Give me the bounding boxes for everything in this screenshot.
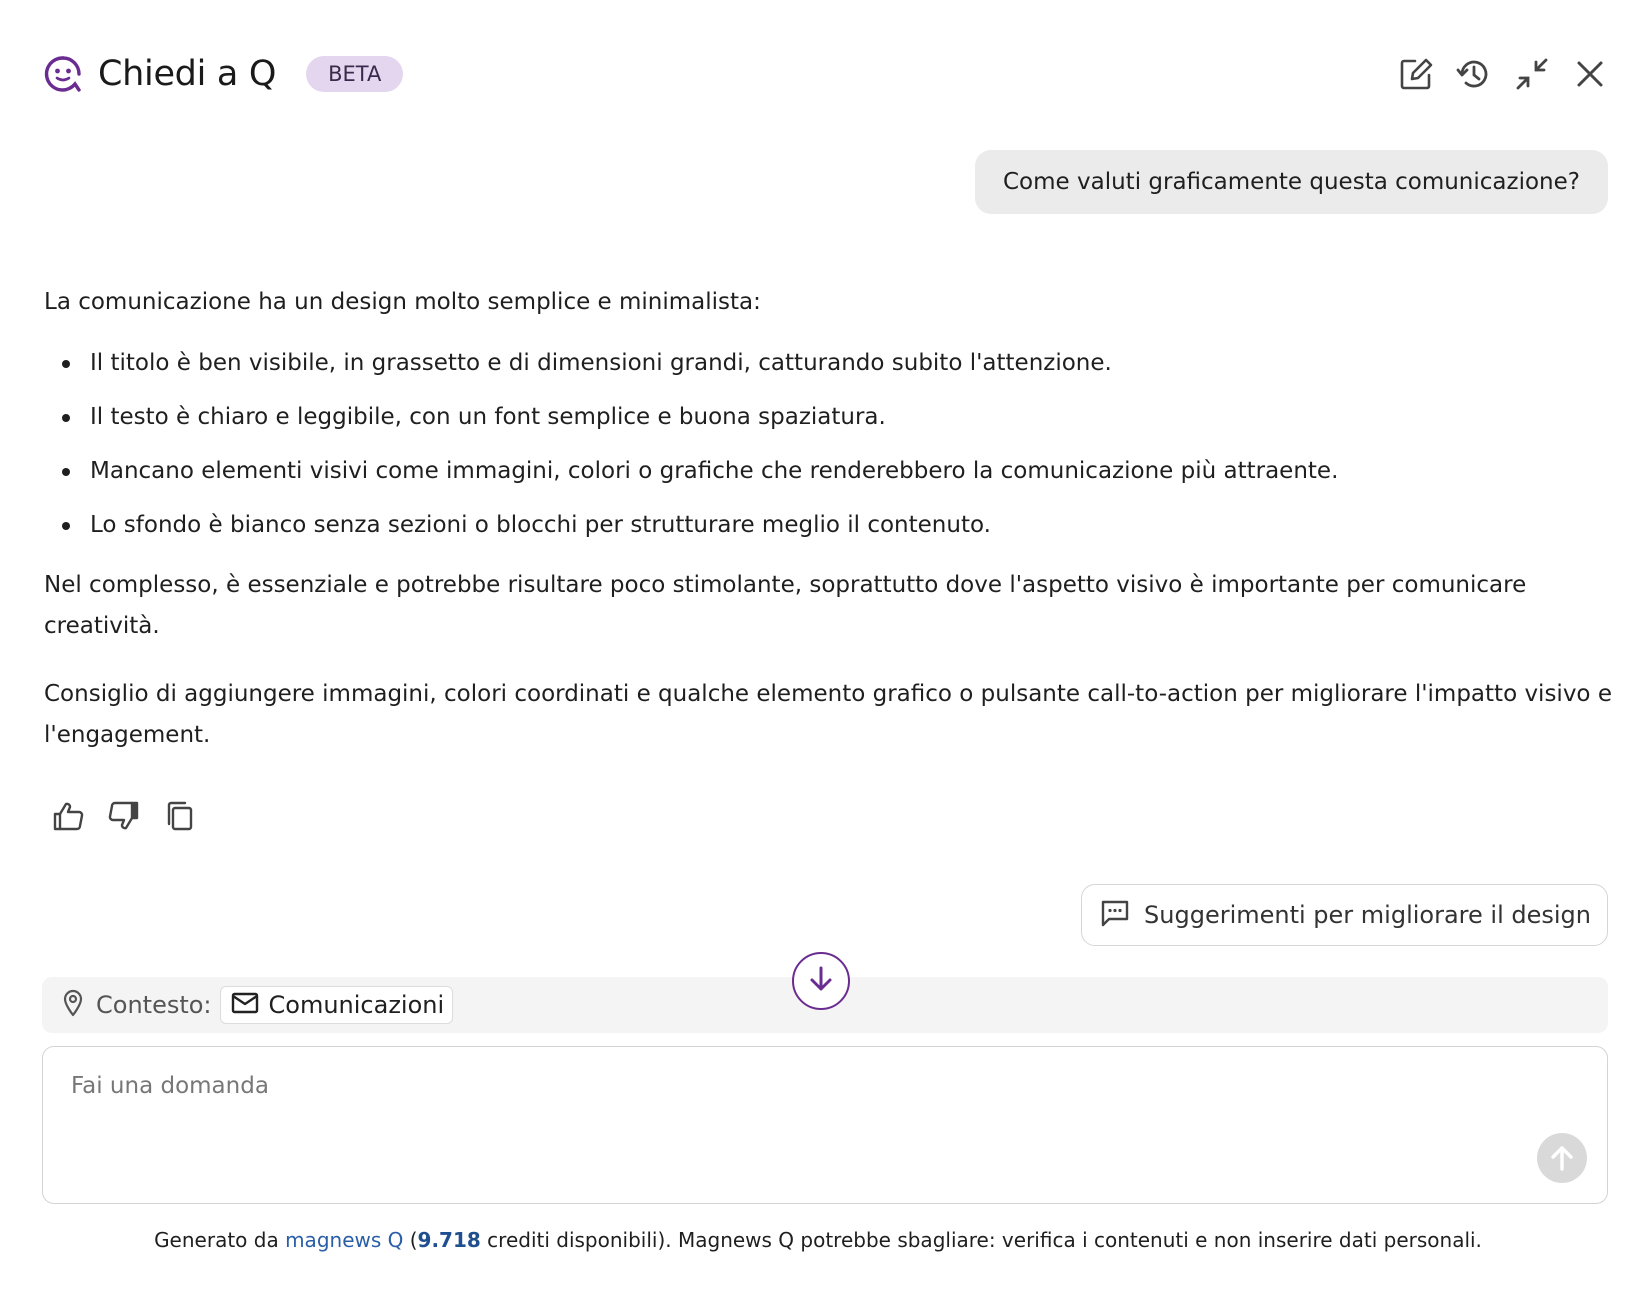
list-item: Il titolo è ben visibile, in grassetto e di dimensioni grandi, catturando subito l'attenzione. [90,345,1614,381]
chat-bubble-icon [1100,899,1130,931]
history-icon[interactable] [1456,56,1492,92]
suggestion-button[interactable] [1081,884,1608,946]
feedback-actions [52,800,196,832]
arrow-up-icon [1547,1143,1577,1173]
question-input[interactable] [71,1073,1491,1173]
panel-title: Chiedi a Q [98,54,277,94]
list-item: Il testo è chiaro e leggibile, con un font semplice e buona spaziatura. [90,399,1614,435]
user-message-bubble: Come valuti graficamente questa comunicazione? [975,150,1608,214]
context-chip-label: Comunicazioni [268,991,445,1019]
copy-icon[interactable] [164,800,196,832]
list-item: Lo sfondo è bianco senza sezioni o blocchi per strutturare meglio il contenuto. [90,507,1614,543]
mail-icon [231,992,259,1018]
location-pin-icon [62,989,84,1021]
thumbs-up-icon[interactable] [52,800,84,832]
scroll-down-button[interactable] [792,952,850,1010]
beta-badge: BETA [306,56,403,92]
header-actions [1398,50,1608,98]
disclaimer-footer [0,1228,1636,1252]
magnews-q-link[interactable]: magnews Q [285,1228,404,1252]
q-assistant-icon [42,53,84,95]
answer-paragraph: Nel complesso, è essenziale e potrebbe risultare poco stimolante, soprattutto dove l'aspetto visivo è importante per comunicare creatività. [44,572,1527,639]
suggestion-label: Suggerimenti per migliorare il design [1144,901,1591,929]
credits-count: 9.718 [417,1228,481,1252]
arrow-down-icon [806,964,836,998]
footer-suffix: crediti disponibili). Magnews Q potrebbe sbagliare: verifica i contenuti e non inserire dati personali. [480,1228,1482,1252]
answer-intro: La comunicazione ha un design molto semplice e minimalista: [44,289,761,315]
list-item: Mancano elementi visivi come immagini, colori o grafiche che renderebbero la comunicazione più attraente. [90,453,1614,489]
edit-icon[interactable] [1398,56,1434,92]
answer-bullet-list [44,345,1614,543]
panel-header [42,50,1608,98]
send-button[interactable] [1537,1133,1587,1183]
context-chip[interactable] [220,986,454,1024]
assistant-answer [44,282,1614,756]
footer-paren: ( [403,1228,418,1252]
minimize-icon[interactable] [1514,56,1550,92]
answer-paragraph: Consiglio di aggiungere immagini, colori coordinati e qualche elemento grafico o pulsante call-to-action per migliorare l'impatto visivo e l'engagement. [44,681,1612,748]
thumbs-down-icon[interactable] [108,800,140,832]
close-icon[interactable] [1572,56,1608,92]
footer-prefix: Generato da [154,1228,286,1252]
question-input-box [42,1046,1608,1204]
context-label: Contesto: [96,991,212,1019]
